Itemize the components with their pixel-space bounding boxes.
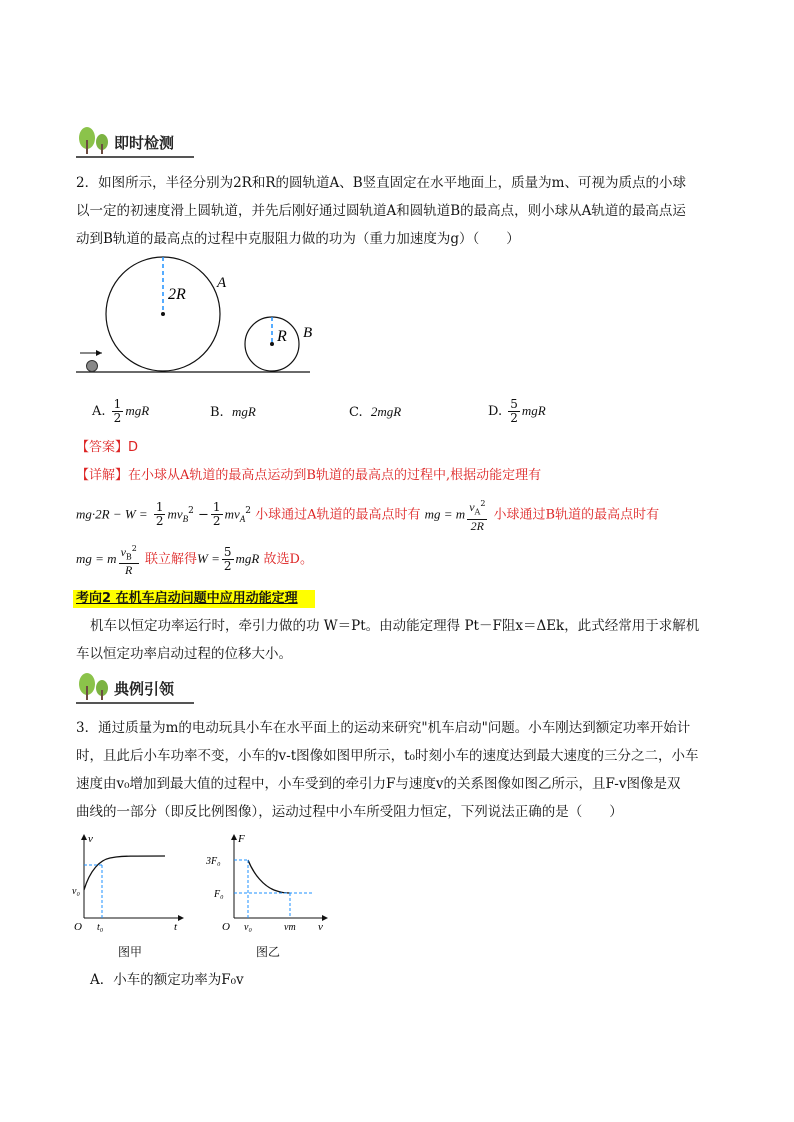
label-2r: 2R: [168, 286, 186, 303]
section-title: 即时检测: [114, 134, 175, 152]
choice-b[interactable]: B. mgR: [210, 404, 256, 420]
q2-circle-figure: [74, 255, 314, 380]
q2-line-2: 以一定的初速度滑上圆轨道，并先后刚好通过圆轨道A和圆轨道B的最高点，则小球从A轨道的最高点运: [76, 203, 686, 219]
choice-a[interactable]: A. $\frac{1}{2}$ mgR: [92, 397, 150, 425]
axis-f: F: [238, 833, 245, 845]
choice-d[interactable]: D. $\frac{5}{2}$ mgR: [488, 397, 546, 425]
section-title: 典例引领: [114, 680, 175, 698]
label-v0: v₀: [72, 886, 80, 897]
q2-line-1: 2．如图所示，半径分别为2R和R的圆轨道A、B竖直固定在水平地面上，质量为m、可视为质点的小球: [76, 175, 686, 191]
equation-line-2: mg = m $\frac{v_B^2}{R}$ 联立解得W = $\frac{5}{2}$ mgR 故选D。: [76, 544, 313, 578]
q3-line-3: 速度由v₀增加到最大值的过程中，小车受到的牵引力F与速度v的关系图像如图乙所示，且F-v图像是双: [76, 776, 681, 792]
q3-line-2: 时，且此后小车功率不变，小车的v-t图像如图甲所示，t₀时刻小车的速度达到最大速度的三分之二，小车: [76, 748, 699, 764]
label-a: A: [217, 275, 227, 291]
q2-line-3: 动到B轨道的最高点的过程中克服阻力做的功为（重力加速度为g）（ ）: [76, 231, 520, 247]
answer-line: 【答案】D: [76, 440, 139, 455]
label-v0: v₀: [244, 922, 252, 933]
axis-v: v: [88, 833, 93, 845]
q3-fv-graph: [204, 830, 334, 935]
label-r: R: [277, 328, 287, 345]
section-underline: [76, 702, 194, 704]
section-header-instant-check: [76, 126, 196, 160]
tree-icon: [76, 672, 112, 702]
origin: O: [222, 921, 230, 933]
choice-c[interactable]: C. 2mgR: [349, 404, 402, 420]
origin: O: [74, 921, 82, 933]
q3-line-1: 3．通过质量为m的电动玩具小车在水平面上的运动来研究"机车启动"问题。小车刚达到额定功率开始计: [76, 720, 691, 736]
label-t0: t₀: [97, 922, 104, 933]
section-header-example: [76, 672, 196, 706]
tree-icon: [76, 126, 112, 156]
para-line-2: 车以恒定功率启动过程的位移大小。: [76, 646, 292, 662]
kaoxiang-title: 考向2 在机车启动问题中应用动能定理: [76, 591, 298, 606]
ball: [87, 361, 98, 372]
label-f0: F₀: [214, 889, 224, 900]
q3-vt-graph: [70, 830, 190, 935]
caption-fig2: 图乙: [256, 945, 281, 959]
q3-choice-a[interactable]: A．小车的额定功率为F₀v: [90, 972, 244, 988]
section-underline: [76, 156, 194, 158]
label-vm: vm: [284, 922, 296, 933]
label-3f0: 3F₀: [206, 856, 221, 867]
axis-v: v: [318, 921, 323, 933]
q3-line-4: 曲线的一部分（即反比例图像），运动过程中小车所受阻力恒定，下列说法正确的是（ ）: [76, 804, 623, 820]
para-line-1: 机车以恒定功率运行时，牵引力做的功 W＝Pt。由动能定理得 Pt－F阻x＝ΔEk，此式经常用于求解机: [90, 618, 700, 634]
equation-line-1: mg·2R − W = $\frac{1}{2}$ $mv_B^2$ − $\frac{1}{2}$ $mv_A^2$ 小球通过A轨道的最高点时有 mg = m $\frac{v_A^2}{2R}$ 小球通过B轨道的最高点时有: [76, 499, 660, 533]
axis-t: t: [174, 921, 178, 933]
label-b: B: [303, 325, 313, 341]
caption-fig1: 图甲: [118, 945, 143, 959]
detail-line-1: 【详解】在小球从A轨道的最高点运动到B轨道的最高点的过程中,根据动能定理有: [76, 468, 542, 483]
